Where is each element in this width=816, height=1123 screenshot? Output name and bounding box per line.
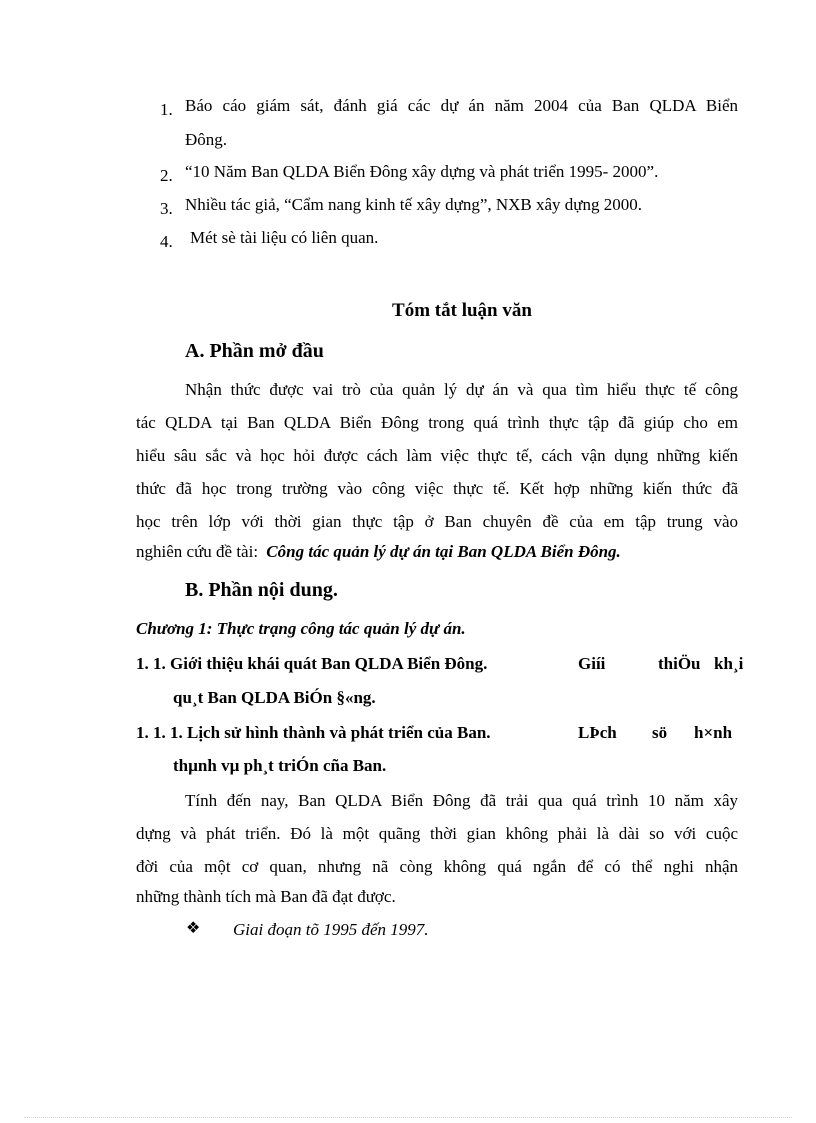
reference-item: “10 Năm Ban QLDA Biển Đông xây dựng và phát triển 1995- 2000”. [185,162,659,181]
reference-item: Báo cáo giám sát, đánh giá các dự án năm 2004 của Ban QLDA Biển [185,96,738,115]
reference-number: 3. [160,199,173,218]
heading-text: Lịch sử hình thành và phát triển của Ban. [187,723,491,742]
section-b-title: B. Phần nội dung. [185,579,338,601]
paragraph-line: học trên lớp với thời gian thực tập ở Ban chuyên đề của em tập trung vào [136,512,738,531]
reference-item-continuation: Đông. [185,130,228,149]
heading-duplicate-line: thµnh vµ ph¸t triÓn cña Ban. [173,756,387,775]
paragraph-line: dựng và phát triển. Đó là một quãng thời gian không phải là dài so với cuộc [136,824,738,843]
heading-number: 1. 1. [136,654,166,673]
heading-1-1-1 [136,723,491,743]
heading-duplicate-line: qu¸t Ban QLDA BiÓn §«ng. [173,688,376,707]
page-bottom-divider [24,1117,792,1118]
paragraph-line: đời của một cơ quan, nhưng nã còng không quá ngắn để có thể nghi nhận [136,857,738,876]
heading-text: Giới thiệu khái quát Ban QLDA Biển Đông. [170,654,488,673]
paragraph-line: Tính đến nay, Ban QLDA Biển Đông đã trải qua quá trình 10 năm xây [185,791,738,810]
paragraph-line: thức đã học trong trường vào công việc thực tế. Kết hợp những kiến thức đã [136,479,738,498]
reference-number: 2. [160,166,173,185]
diamond-bullet-icon: ❖ [186,918,201,937]
reference-number: 1. [160,100,173,119]
heading-duplicate-word: sö [652,723,668,742]
section-a-title: A. Phần mở đầu [185,340,324,362]
bullet-item: Giai đoạn tõ 1995 đến 1997. [233,920,429,939]
heading-duplicate-word: kh¸i [714,654,744,673]
heading-duplicate-word: LÞch [578,723,617,742]
paragraph-line-last: những thành tích mà Ban đã đạt được. [136,887,396,906]
paragraph-line-last [136,542,621,562]
paragraph-line: hiểu sâu sắc và học hỏi được cách làm việc thực tế, cách vận dụng những kiến [136,446,738,465]
thesis-topic: Công tác quản lý dự án tại Ban QLDA Biển Đông. [266,542,621,561]
heading-duplicate-word: h×nh [694,723,733,742]
summary-title: Tóm tắt luận văn [392,300,532,321]
paragraph-line: Nhận thức được vai trò của quản lý dự án và qua tìm hiểu thực tế công [185,380,738,399]
reference-number: 4. [160,232,173,251]
heading-1-1 [136,654,487,674]
reference-item: Nhiều tác giả, “Cẩm nang kinh tế xây dựng”, NXB xây dựng 2000. [185,195,643,214]
heading-duplicate-word: Giíi [578,654,606,673]
paragraph-line: tác QLDA tại Ban QLDA Biển Đông trong quá trình thực tập đã giúp cho em [136,413,738,432]
chapter-heading: Chương 1: Thực trạng công tác quản lý dự án. [136,619,466,638]
heading-number: 1. 1. 1. [136,723,183,742]
heading-duplicate-word: thiÖu [658,654,701,673]
reference-item: Mét sè tài liệu có liên quan. [190,228,379,247]
paragraph-text: nghiên cứu đề tài: [136,542,259,561]
